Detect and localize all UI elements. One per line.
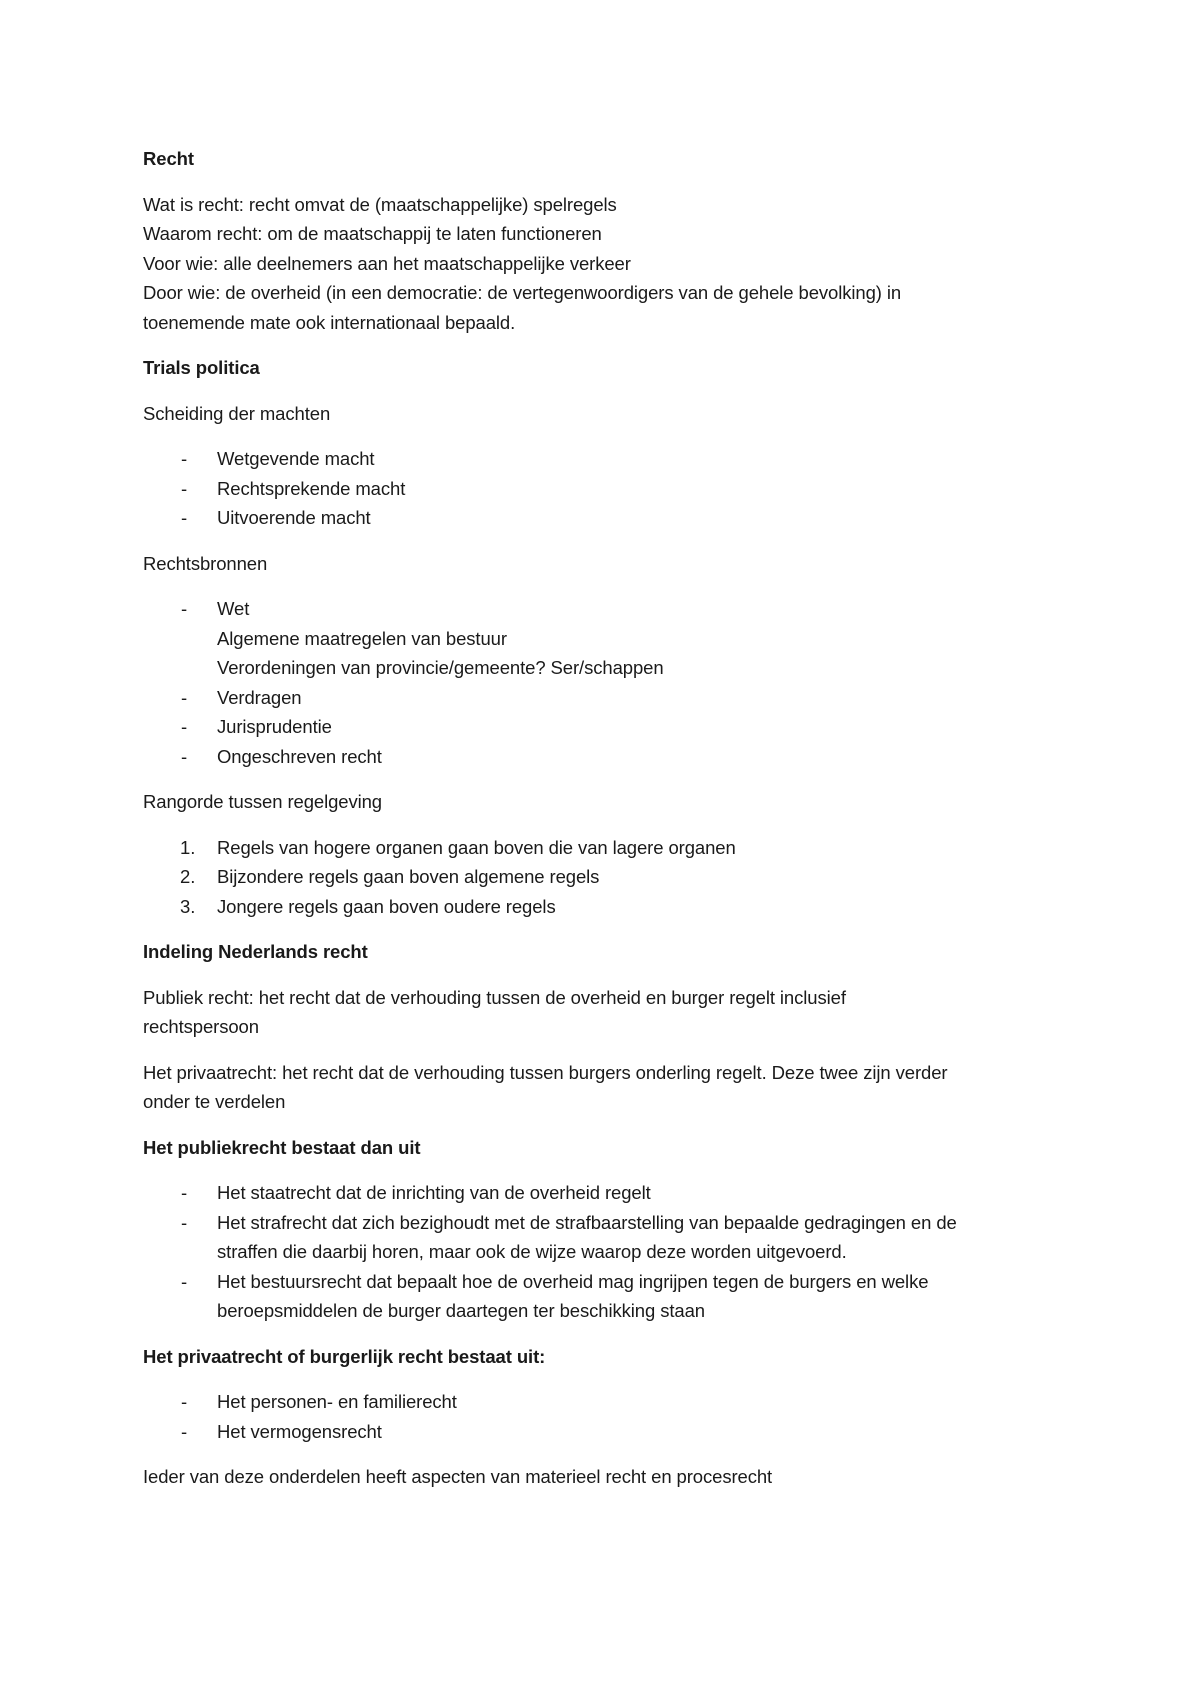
heading-indeling: Indeling Nederlands recht xyxy=(143,941,368,962)
dash-bullet: - xyxy=(181,745,188,767)
heading-trials-politica: Trials politica xyxy=(143,357,260,378)
closing-sentence: Ieder van deze onderdelen heeft aspecten van materieel recht en procesrecht xyxy=(143,1466,773,1487)
heading-publiekrecht: Het publiekrecht bestaat dan uit xyxy=(143,1136,421,1158)
dash-bullet: - xyxy=(181,1391,188,1412)
list-item: - Uitvoerende macht xyxy=(143,503,1063,533)
dash-bullet: - xyxy=(181,477,188,499)
privaatrecht-paragraph xyxy=(143,1058,1063,1117)
text-line: onder te verdelen xyxy=(143,1091,286,1112)
list-item: - Rechtsprekende macht xyxy=(143,474,1063,504)
dash-bullet: - xyxy=(181,1182,188,1203)
rechtsbronnen-list xyxy=(143,594,1063,771)
rangorde-list xyxy=(143,833,1063,922)
subheading-rechtsbronnen: Rechtsbronnen xyxy=(143,552,268,574)
list-item: 3. Jongere regels gaan boven oudere regels xyxy=(143,892,1063,922)
list-number: 1. xyxy=(180,836,196,858)
list-item: - Het personen- en familierecht xyxy=(143,1387,1063,1417)
list-item: - Het staatrecht dat de inrichting van de overheid regelt xyxy=(143,1178,1063,1208)
list-number: 3. xyxy=(180,895,196,917)
text-line: Voor wie: alle deelnemers aan het maatschappelijke verkeer xyxy=(143,252,631,274)
recht-definition-block xyxy=(143,190,1063,338)
heading-recht: Recht xyxy=(143,148,194,169)
list-item: - Verdragen xyxy=(143,683,1063,713)
dash-bullet: - xyxy=(181,448,188,469)
list-item: - Het vermogensrecht xyxy=(143,1417,1063,1447)
text-line: rechtspersoon xyxy=(143,1016,259,1037)
text-line: Waarom recht: om de maatschappij te laten functioneren xyxy=(143,223,602,244)
dash-bullet: - xyxy=(181,598,188,619)
heading-privaatrecht: Het privaatrecht of burgerlijk recht bestaat uit: xyxy=(143,1345,546,1367)
text-line: Publiek recht: het recht dat de verhouding tussen de overheid en burger regelt inclusief xyxy=(143,986,846,1008)
subheading-scheiding: Scheiding der machten xyxy=(143,402,331,424)
machten-list xyxy=(143,444,1063,533)
list-item: - Wetgevende macht xyxy=(143,444,1063,474)
list-item: - Wet Algemene maatregelen van bestuur Verordeningen van provincie/gemeente? Ser/schappen xyxy=(143,594,1063,683)
list-item: - Ongeschreven recht xyxy=(143,742,1063,772)
text-line: Wat is recht: recht omvat de (maatschappelijke) spelregels xyxy=(143,193,617,215)
publiek-recht-paragraph xyxy=(143,983,1063,1042)
text-line: Door wie: de overheid (in een democratie: de vertegenwoordigers van de gehele bevolking) in xyxy=(143,282,902,303)
document-body xyxy=(143,144,1063,1492)
publiekrecht-list xyxy=(143,1178,1063,1326)
dash-bullet: - xyxy=(181,686,188,708)
list-item: - Het bestuursrecht dat bepaalt hoe de overheid mag ingrijpen tegen de burgers en welke beroepsmiddelen de burger daartegen ter beschikking staan xyxy=(143,1267,1063,1326)
list-item: - Het strafrecht dat zich bezighoudt met de strafbaarstelling van bepaalde gedragingen en de straffen die daarbij horen, maar ook de wijze waarop deze worden uitgevoerd. xyxy=(143,1208,1063,1267)
list-item: - Jurisprudentie xyxy=(143,712,1063,742)
text-line: Het privaatrecht: het recht dat de verhouding tussen burgers onderling regelt. Deze twee zijn verder xyxy=(143,1061,948,1083)
subheading-rangorde: Rangorde tussen regelgeving xyxy=(143,791,382,812)
text-line: toenemende mate ook internationaal bepaald. xyxy=(143,311,516,333)
list-item: 2. Bijzondere regels gaan boven algemene regels xyxy=(143,862,1063,892)
dash-bullet: - xyxy=(181,1270,188,1292)
privaatrecht-list xyxy=(143,1387,1063,1446)
list-number: 2. xyxy=(180,866,196,887)
list-item: 1. Regels van hogere organen gaan boven die van lagere organen xyxy=(143,833,1063,863)
dash-bullet: - xyxy=(181,1420,188,1442)
dash-bullet: - xyxy=(181,1211,188,1233)
dash-bullet: - xyxy=(181,716,188,737)
dash-bullet: - xyxy=(181,507,188,528)
